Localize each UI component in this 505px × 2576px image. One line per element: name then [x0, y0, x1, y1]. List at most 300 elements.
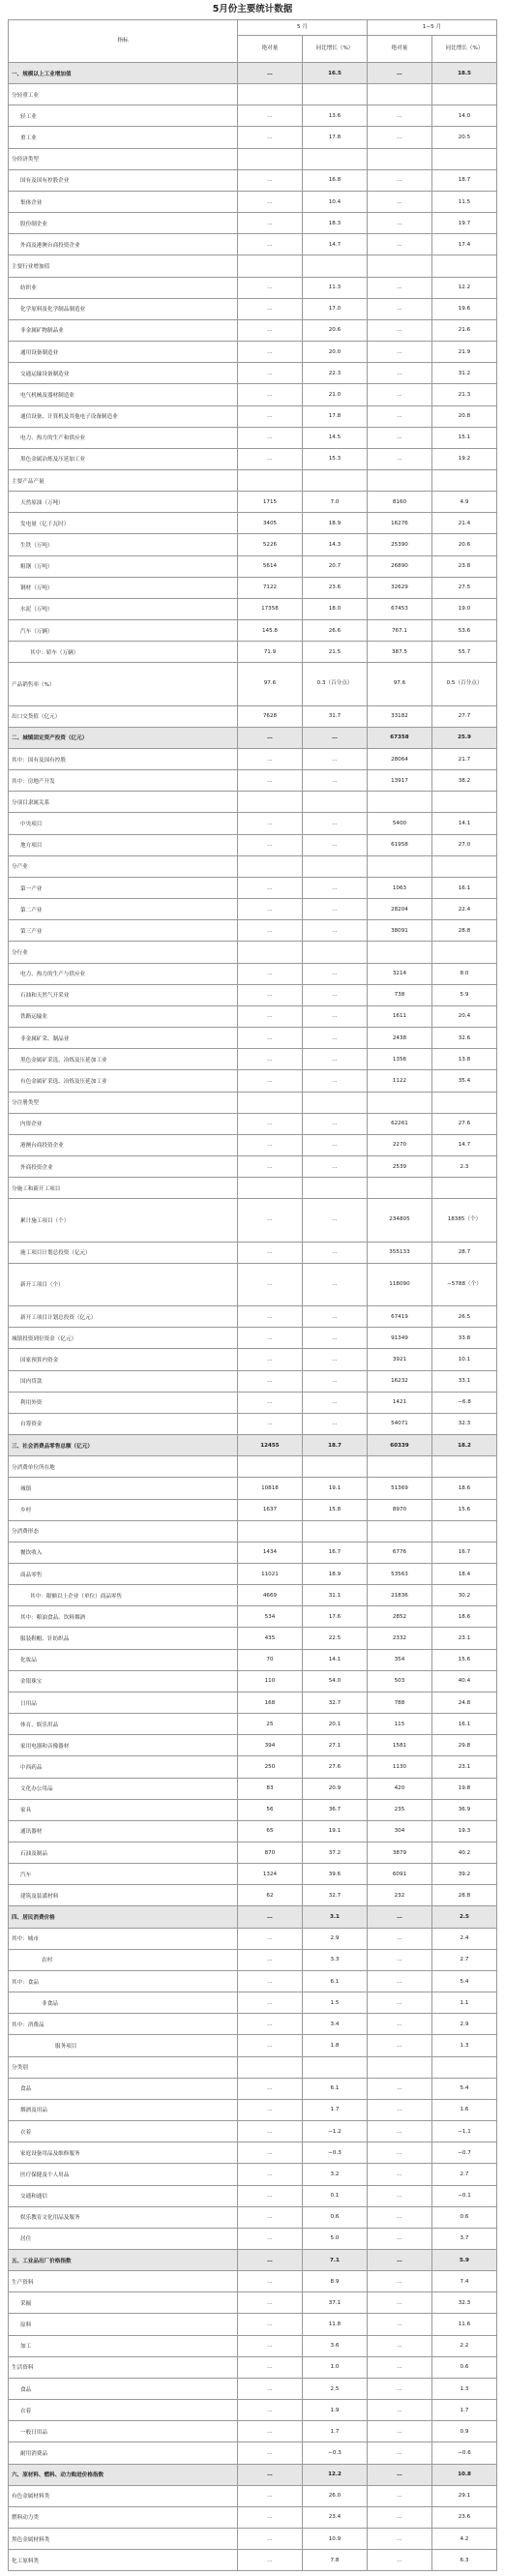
- may-value: …: [237, 1349, 302, 1370]
- table-row: [9, 963, 497, 984]
- ytd-growth: −5788（个）: [431, 1263, 496, 1305]
- table-row: [9, 1134, 497, 1155]
- may-value: …: [237, 405, 302, 427]
- ytd-value: 13917: [367, 770, 431, 792]
- may-value: 25: [237, 1714, 302, 1735]
- row-label: 新开工项目计划总投资（亿元）: [9, 1306, 238, 1328]
- may-value: …: [237, 2356, 302, 2378]
- may-growth: [302, 1456, 367, 1478]
- may-growth: 3.6: [302, 2335, 367, 2356]
- may-growth: …: [302, 1349, 367, 1370]
- row-label: 其中：轿车（万辆）: [9, 642, 238, 663]
- table-row: [9, 1306, 497, 1328]
- may-value: …: [237, 234, 302, 255]
- table-row: [9, 1842, 497, 1864]
- may-growth: …: [302, 963, 367, 984]
- ytd-growth: [431, 1092, 496, 1113]
- ytd-growth: 17.4: [431, 234, 496, 255]
- ytd-value: …: [367, 342, 431, 363]
- table-row: [9, 2292, 497, 2314]
- ytd-value: …: [367, 2529, 431, 2550]
- ytd-value: 387.5: [367, 642, 431, 663]
- ytd-growth: 29.1: [431, 2485, 496, 2506]
- ytd-growth: 13.8: [431, 1049, 496, 1070]
- row-label: 其中：食品: [9, 1970, 238, 1992]
- may-growth: 10.4: [302, 191, 367, 212]
- row-label: 衣着: [9, 2121, 238, 2142]
- row-label: 生活资料: [9, 2356, 238, 2378]
- ytd-value: …: [367, 319, 431, 341]
- ytd-growth: 11.5: [431, 191, 496, 212]
- header-ytd: 1−5 月: [367, 20, 496, 36]
- row-label: 原料: [9, 2314, 238, 2335]
- ytd-growth: 35.4: [431, 1070, 496, 1092]
- ytd-growth: 18.6: [431, 1478, 496, 1499]
- may-value: 250: [237, 1756, 302, 1778]
- row-label: 非金属矿采、制品业: [9, 1028, 238, 1049]
- may-value: …: [237, 1970, 302, 1992]
- may-growth: [302, 2056, 367, 2078]
- ytd-value: 1130: [367, 1756, 431, 1778]
- row-label: 非食品: [9, 1992, 238, 2014]
- may-value: 534: [237, 1606, 302, 1628]
- table-row: [9, 1692, 497, 1713]
- ytd-growth: 1.6: [431, 2099, 496, 2120]
- ytd-value: 2852: [367, 1606, 431, 1628]
- row-label: 家具: [9, 1799, 238, 1820]
- may-growth: …: [302, 1155, 367, 1177]
- ytd-value: 51369: [367, 1478, 431, 1499]
- ytd-value: 2332: [367, 1628, 431, 1649]
- ytd-growth: 21.6: [431, 319, 496, 341]
- may-value: …: [237, 2400, 302, 2421]
- may-growth: 18.7: [302, 1435, 367, 1456]
- ytd-value: 2438: [367, 1028, 431, 1049]
- may-growth: 14.1: [302, 1649, 367, 1670]
- table-row: [9, 469, 497, 491]
- table-row: [9, 834, 497, 855]
- may-growth: 32.7: [302, 1692, 367, 1713]
- ytd-growth: 1.7: [431, 2400, 496, 2421]
- row-label: 六、原材料、燃料、动力购进价格指数: [9, 2464, 238, 2485]
- row-label: 国内贷款: [9, 1370, 238, 1392]
- may-value: …: [237, 749, 302, 770]
- row-label: 国有及国有控股企业: [9, 169, 238, 191]
- ytd-growth: 1.3: [431, 2378, 496, 2399]
- row-label: 第三产业: [9, 920, 238, 942]
- ytd-value: …: [367, 2228, 431, 2249]
- may-value: …: [237, 2271, 302, 2292]
- may-value: …: [237, 1263, 302, 1305]
- may-value: …: [237, 427, 302, 448]
- ytd-growth: −0.7: [431, 2142, 496, 2164]
- may-growth: …: [302, 1005, 367, 1027]
- ytd-growth: 16.1: [431, 1714, 496, 1735]
- ytd-value: 91349: [367, 1328, 431, 1349]
- table-row: [9, 2314, 497, 2335]
- may-value: …: [237, 1242, 302, 1263]
- table-row: [9, 705, 497, 727]
- may-value: …: [237, 1070, 302, 1092]
- row-label: 石油和天然气开采业: [9, 984, 238, 1005]
- table-row: [9, 1049, 497, 1070]
- ytd-growth: 25.9: [431, 727, 496, 748]
- may-growth: 7.8: [302, 2550, 367, 2571]
- table-row: [9, 2014, 497, 2035]
- may-value: 5614: [237, 555, 302, 577]
- may-growth: 3.2: [302, 2164, 367, 2185]
- ytd-growth: 27.0: [431, 834, 496, 855]
- ytd-growth: 21.7: [431, 749, 496, 770]
- row-label: 化妆品: [9, 1649, 238, 1670]
- may-value: …: [237, 1113, 302, 1134]
- table-row: [9, 2529, 497, 2550]
- ytd-growth: [431, 1520, 496, 1542]
- row-label: 燃料动力类: [9, 2506, 238, 2528]
- header-indicator: 指标: [9, 20, 238, 63]
- table-row: [9, 1949, 497, 1970]
- ytd-value: 3921: [367, 1349, 431, 1370]
- ytd-growth: [431, 148, 496, 169]
- may-value: 5226: [237, 534, 302, 555]
- ytd-growth: 30.2: [431, 1585, 496, 1606]
- table-row: [9, 1478, 497, 1499]
- may-growth: 10.9: [302, 2529, 367, 2550]
- ytd-value: …: [367, 2014, 431, 2035]
- may-growth: …: [302, 984, 367, 1005]
- may-value: …: [237, 2185, 302, 2206]
- may-value: …: [237, 1155, 302, 1177]
- may-growth: 15.3: [302, 448, 367, 469]
- ytd-value: …: [367, 2442, 431, 2464]
- may-growth: …: [302, 920, 367, 942]
- may-growth: 15.8: [302, 1499, 367, 1520]
- ytd-value: 28064: [367, 749, 431, 770]
- ytd-value: …: [367, 2121, 431, 2142]
- table-row: [9, 2164, 497, 2185]
- table-row: [9, 577, 497, 598]
- ytd-value: 738: [367, 984, 431, 1005]
- may-value: 11021: [237, 1563, 302, 1584]
- ytd-growth: 19.3: [431, 1820, 496, 1842]
- may-value: 168: [237, 1692, 302, 1713]
- may-growth: 17.8: [302, 127, 367, 148]
- ytd-value: 355133: [367, 1242, 431, 1263]
- table-row: [9, 1885, 497, 1906]
- may-value: …: [237, 342, 302, 363]
- ytd-value: …: [367, 384, 431, 405]
- table-row: [9, 213, 497, 234]
- ytd-growth: 15.6: [431, 1499, 496, 1520]
- ytd-value: …: [367, 2078, 431, 2099]
- row-label: 有色金属矿采选、冶炼及压延加工业: [9, 1070, 238, 1092]
- may-value: …: [237, 877, 302, 898]
- table-row: [9, 1178, 497, 1199]
- ytd-value: 54071: [367, 1413, 431, 1434]
- table-row: [9, 1070, 497, 1092]
- row-label: 其中：城市: [9, 1928, 238, 1949]
- ytd-value: …: [367, 2249, 431, 2270]
- row-label: 城镇投资到位资金（亿元）: [9, 1328, 238, 1349]
- table-row: [9, 1585, 497, 1606]
- ytd-value: 6091: [367, 1864, 431, 1885]
- ytd-growth: 1.3: [431, 2035, 496, 2056]
- may-growth: 1.5: [302, 1992, 367, 2014]
- may-value: …: [237, 2206, 302, 2228]
- ytd-value: 234805: [367, 1199, 431, 1242]
- ytd-growth: 40.2: [431, 1842, 496, 1864]
- ytd-value: 8160: [367, 492, 431, 513]
- section-row: [9, 727, 497, 748]
- ytd-growth: 39.2: [431, 1864, 496, 1885]
- ytd-growth: 14.1: [431, 813, 496, 834]
- ytd-growth: 20.6: [431, 534, 496, 555]
- ytd-value: 354: [367, 1649, 431, 1670]
- table-row: [9, 1563, 497, 1584]
- table-row: [9, 1028, 497, 1049]
- may-value: …: [237, 2164, 302, 2185]
- ytd-growth: 32.6: [431, 1028, 496, 1049]
- ytd-growth: 4.2: [431, 2529, 496, 2550]
- table-row: [9, 513, 497, 534]
- may-growth: 36.7: [302, 1799, 367, 1820]
- row-label: 水泥（万吨）: [9, 598, 238, 619]
- may-growth: 16.7: [302, 1542, 367, 1563]
- row-label: 中央项目: [9, 813, 238, 834]
- may-value: …: [237, 1370, 302, 1392]
- may-growth: …: [302, 1070, 367, 1092]
- may-value: 1434: [237, 1542, 302, 1563]
- ytd-growth: [431, 2056, 496, 2078]
- may-value: …: [237, 298, 302, 319]
- row-label: 医疗保健及个人用品: [9, 2164, 238, 2185]
- may-growth: [302, 469, 367, 491]
- may-value: …: [237, 2506, 302, 2528]
- ytd-value: …: [367, 127, 431, 148]
- ytd-value: 503: [367, 1670, 431, 1692]
- row-label: 生产资料: [9, 2271, 238, 2292]
- row-label: 电气机械及器材制造业: [9, 384, 238, 405]
- may-growth: [302, 792, 367, 813]
- ytd-value: 1122: [367, 1070, 431, 1092]
- ytd-growth: 26.5: [431, 1306, 496, 1328]
- ytd-value: …: [367, 277, 431, 298]
- may-growth: …: [302, 1263, 367, 1305]
- row-label: 金银珠宝: [9, 1670, 238, 1692]
- ytd-growth: 27.5: [431, 577, 496, 598]
- row-label: 铁路运输业: [9, 1005, 238, 1027]
- row-label: 主要产品产量: [9, 469, 238, 491]
- ytd-growth: 21.4: [431, 513, 496, 534]
- may-value: …: [237, 384, 302, 405]
- table-row: [9, 663, 497, 705]
- ytd-value: …: [367, 2464, 431, 2485]
- may-value: [237, 942, 302, 963]
- may-value: 10818: [237, 1478, 302, 1499]
- may-value: 65: [237, 1820, 302, 1842]
- may-growth: 13.6: [302, 105, 367, 127]
- header-ytd-abs: 绝对量: [367, 36, 431, 63]
- row-label: 分经济类型: [9, 148, 238, 169]
- row-label: 分施工和新开工项目: [9, 1178, 238, 1199]
- table-row: [9, 813, 497, 834]
- ytd-value: …: [367, 1906, 431, 1928]
- may-value: 7122: [237, 577, 302, 598]
- table-row: [9, 598, 497, 619]
- row-label: 分产业: [9, 855, 238, 877]
- ytd-growth: 23.1: [431, 1628, 496, 1649]
- may-growth: 3.4: [302, 2014, 367, 2035]
- table-row: [9, 319, 497, 341]
- table-row: [9, 255, 497, 277]
- ytd-value: …: [367, 1928, 431, 1949]
- may-growth: 6.1: [302, 2078, 367, 2099]
- ytd-value: [367, 1178, 431, 1199]
- ytd-value: …: [367, 169, 431, 191]
- ytd-value: 232: [367, 1885, 431, 1906]
- may-growth: 27.1: [302, 1735, 367, 1756]
- table-row: [9, 1928, 497, 1949]
- ytd-growth: 18.5: [431, 63, 496, 84]
- ytd-growth: 38.2: [431, 770, 496, 792]
- may-growth: [302, 1092, 367, 1113]
- ytd-value: 61958: [367, 834, 431, 855]
- may-value: …: [237, 770, 302, 792]
- ytd-value: 38091: [367, 920, 431, 942]
- table-row: [9, 1520, 497, 1542]
- may-growth: 7.1: [302, 2249, 367, 2270]
- may-value: 435: [237, 1628, 302, 1649]
- row-label: 股份制企业: [9, 213, 238, 234]
- table-row: [9, 877, 497, 898]
- ytd-value: 28204: [367, 899, 431, 920]
- ytd-value: 1421: [367, 1392, 431, 1413]
- ytd-growth: 2.5: [431, 1906, 496, 1928]
- table-row: [9, 1970, 497, 1992]
- ytd-value: …: [367, 2185, 431, 2206]
- ytd-value: 1581: [367, 1735, 431, 1756]
- may-growth: …: [302, 877, 367, 898]
- table-row: [9, 2335, 497, 2356]
- row-label: 交通和通信: [9, 2185, 238, 2206]
- row-label: 轻工业: [9, 105, 238, 127]
- may-growth: 23.4: [302, 2506, 367, 2528]
- table-row: [9, 1628, 497, 1649]
- may-value: …: [237, 1005, 302, 1027]
- table-row: [9, 1799, 497, 1820]
- ytd-growth: 27.6: [431, 1113, 496, 1134]
- table-row: [9, 148, 497, 169]
- section-row: [9, 2464, 497, 2485]
- ytd-growth: 27.7: [431, 705, 496, 727]
- ytd-growth: [431, 1178, 496, 1199]
- row-label: 钢材（万吨）: [9, 577, 238, 598]
- may-growth: −0.3: [302, 2442, 367, 2464]
- ytd-value: 16276: [367, 513, 431, 534]
- may-growth: 21.0: [302, 384, 367, 405]
- table-row: [9, 277, 497, 298]
- ytd-growth: 4.9: [431, 492, 496, 513]
- ytd-value: 2270: [367, 1134, 431, 1155]
- ytd-value: 6776: [367, 1542, 431, 1563]
- ytd-value: 767.1: [367, 620, 431, 642]
- row-label: 港澳台商投资企业: [9, 1134, 238, 1155]
- may-value: …: [237, 984, 302, 1005]
- may-growth: 14.7: [302, 234, 367, 255]
- may-value: 1715: [237, 492, 302, 513]
- may-value: …: [237, 2035, 302, 2056]
- row-label: 生铁（万吨）: [9, 534, 238, 555]
- may-value: …: [237, 2078, 302, 2099]
- may-value: …: [237, 2249, 302, 2270]
- ytd-growth: 0.6: [431, 2356, 496, 2378]
- ytd-value: …: [367, 363, 431, 384]
- row-label: 非金属矿物制品业: [9, 319, 238, 341]
- table-row: [9, 1092, 497, 1113]
- may-growth: 18.3: [302, 213, 367, 234]
- section-row: [9, 1435, 497, 1456]
- row-label: 其中：消费品: [9, 2014, 238, 2035]
- may-value: …: [237, 2335, 302, 2356]
- row-label: 重工业: [9, 127, 238, 148]
- table-row: [9, 191, 497, 212]
- row-label: 天然原油（万吨）: [9, 492, 238, 513]
- may-growth: 54.0: [302, 1670, 367, 1692]
- table-row: [9, 2142, 497, 2164]
- header-may: 5 月: [237, 20, 367, 36]
- ytd-growth: 28.8: [431, 920, 496, 942]
- ytd-growth: 12.2: [431, 277, 496, 298]
- row-label: 新开工项目（个）: [9, 1263, 238, 1305]
- ytd-value: [367, 1456, 431, 1478]
- may-growth: 17.6: [302, 1606, 367, 1628]
- may-value: …: [237, 963, 302, 984]
- ytd-growth: 7.4: [431, 2271, 496, 2292]
- may-value: [237, 469, 302, 491]
- ytd-value: 60339: [367, 1435, 431, 1456]
- may-growth: [302, 855, 367, 877]
- table-row: [9, 1714, 497, 1735]
- may-value: [237, 1456, 302, 1478]
- ytd-value: [367, 84, 431, 105]
- ytd-growth: 5.9: [431, 2249, 496, 2270]
- ytd-value: …: [367, 2356, 431, 2378]
- row-label: 分注册类型: [9, 1092, 238, 1113]
- ytd-growth: 19.7: [431, 213, 496, 234]
- row-label: 发电量（亿千瓦时）: [9, 513, 238, 534]
- may-growth: …: [302, 1028, 367, 1049]
- table-row: [9, 405, 497, 427]
- may-value: …: [237, 1134, 302, 1155]
- ytd-growth: 19.0: [431, 598, 496, 619]
- row-label: 娱乐教育文化用品及服务: [9, 2206, 238, 2228]
- table-row: [9, 448, 497, 469]
- may-value: …: [237, 2228, 302, 2249]
- table-row: [9, 1756, 497, 1778]
- row-label: 服装鞋帽、针纺织品: [9, 1628, 238, 1649]
- may-growth: −0.3: [302, 2142, 367, 2164]
- row-label: 第二产业: [9, 899, 238, 920]
- ytd-value: 2539: [367, 1155, 431, 1177]
- may-value: …: [237, 1328, 302, 1349]
- table-row: [9, 1242, 497, 1263]
- may-value: …: [237, 2485, 302, 2506]
- ytd-value: …: [367, 234, 431, 255]
- ytd-growth: −0.1: [431, 2185, 496, 2206]
- ytd-growth: −6.8: [431, 1392, 496, 1413]
- ytd-value: …: [367, 191, 431, 212]
- may-growth: 20.7: [302, 555, 367, 577]
